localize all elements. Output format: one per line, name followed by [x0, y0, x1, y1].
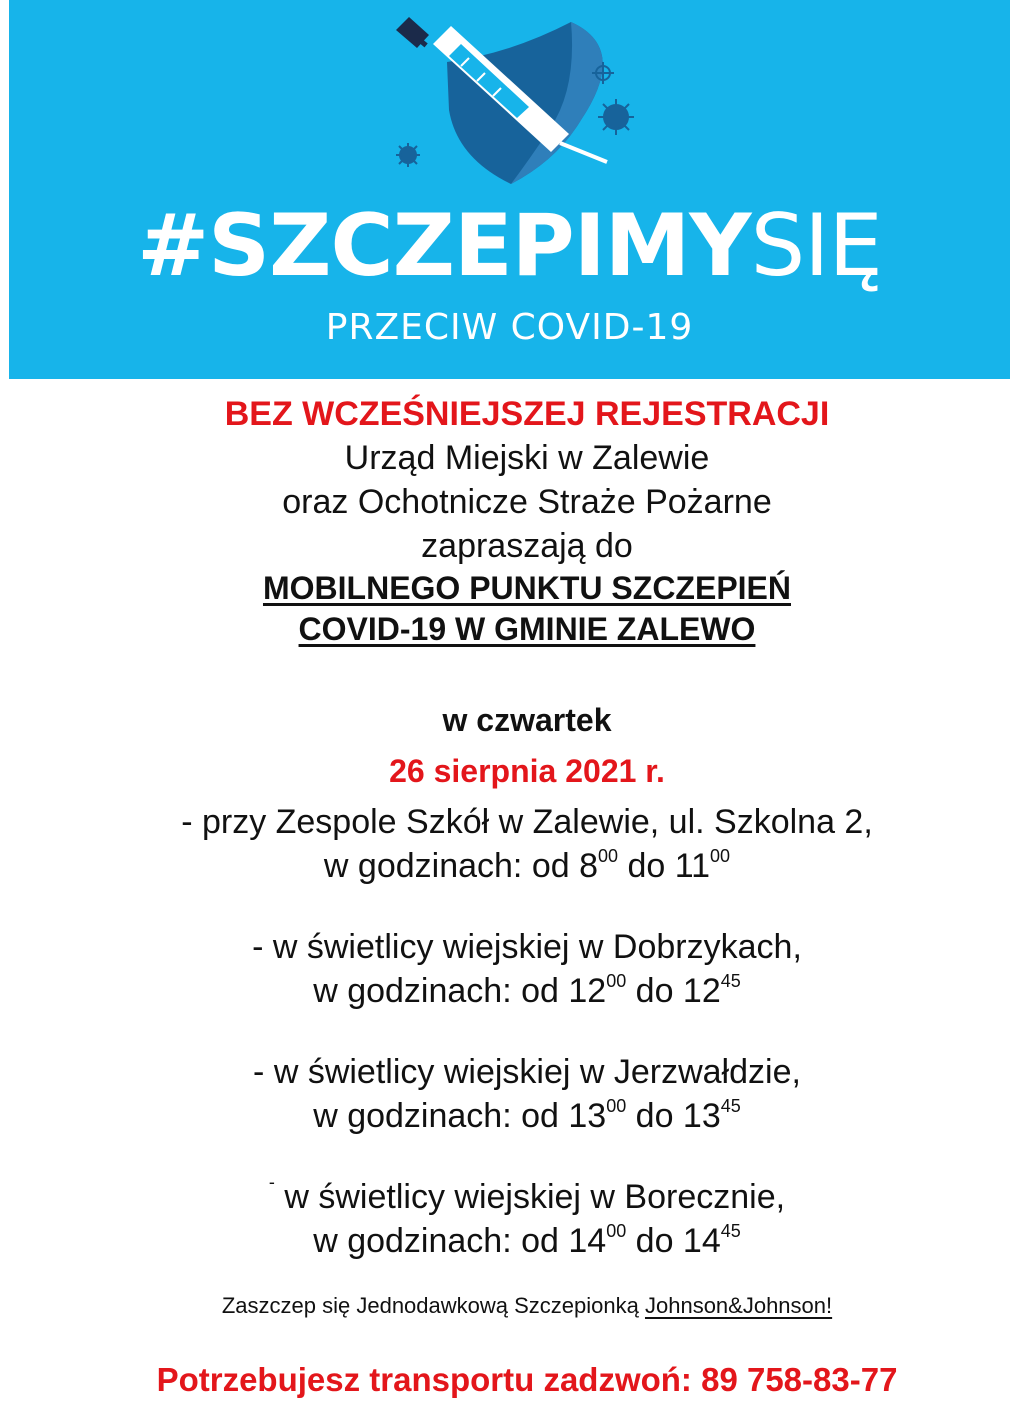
- vaccine-brand: Johnson&Johnson!: [644, 1293, 833, 1318]
- hours-1: w godzinach: od $8^{00}$ do $11^{00}$: [323, 845, 731, 885]
- event-date: 26 sierpnia 2021 r.: [389, 753, 665, 789]
- hours-2: w godzinach: od $12^{00}$ do $12^{45}$: [313, 970, 741, 1010]
- organizer-line-1: Urząd Miejski w Zalewie: [344, 439, 710, 477]
- hours-3: w godzinach: od $13^{00}$ do $13^{45}$: [313, 1095, 741, 1135]
- organizer-line-2: oraz Ochotnicze Straże Pożarne: [282, 483, 772, 521]
- hashtag-bold: #SZCZEPIMY: [137, 196, 751, 296]
- vaccine-note: Zaszczep się Jednodawkową Szczepionką Johnson&Johnson!: [221, 1293, 833, 1318]
- transport-phone: Potrzebujesz transportu zadzwoń: 89 758-83-77: [156, 1361, 898, 1398]
- campaign-subtitle: PRZECIW COVID-19: [325, 307, 694, 348]
- invite-line: zapraszają do: [421, 527, 633, 565]
- headline-line-1: MOBILNEGO PUNKTU SZCZEPIEŃ: [262, 570, 791, 606]
- campaign-hashtag: [9, 196, 1010, 296]
- location-4: - w świetlicy wiejskiej w Borecznie,: [268, 1171, 786, 1216]
- campaign-banner: [9, 0, 1010, 379]
- location-3: - w świetlicy wiejskiej w Jerzwałdzie,: [253, 1053, 801, 1091]
- location-2: - w świetlicy wiejskiej w Dobrzykach,: [252, 928, 802, 966]
- headline-line-2: COVID-19 W GMINIE ZALEWO: [298, 611, 756, 647]
- hours-4: w godzinach: od $14^{00}$ do $14^{45}$: [313, 1220, 741, 1260]
- weekday: w czwartek: [442, 702, 612, 738]
- no-registration-heading: BEZ WCZEŚNIEJSZEJ REJESTRACJI: [224, 395, 830, 433]
- hashtag-light: SIĘ: [750, 196, 882, 296]
- location-1: - przy Zespole Szkół w Zalewie, ul. Szkolna 2,: [181, 803, 873, 841]
- notice-body: [30, 392, 1010, 1401]
